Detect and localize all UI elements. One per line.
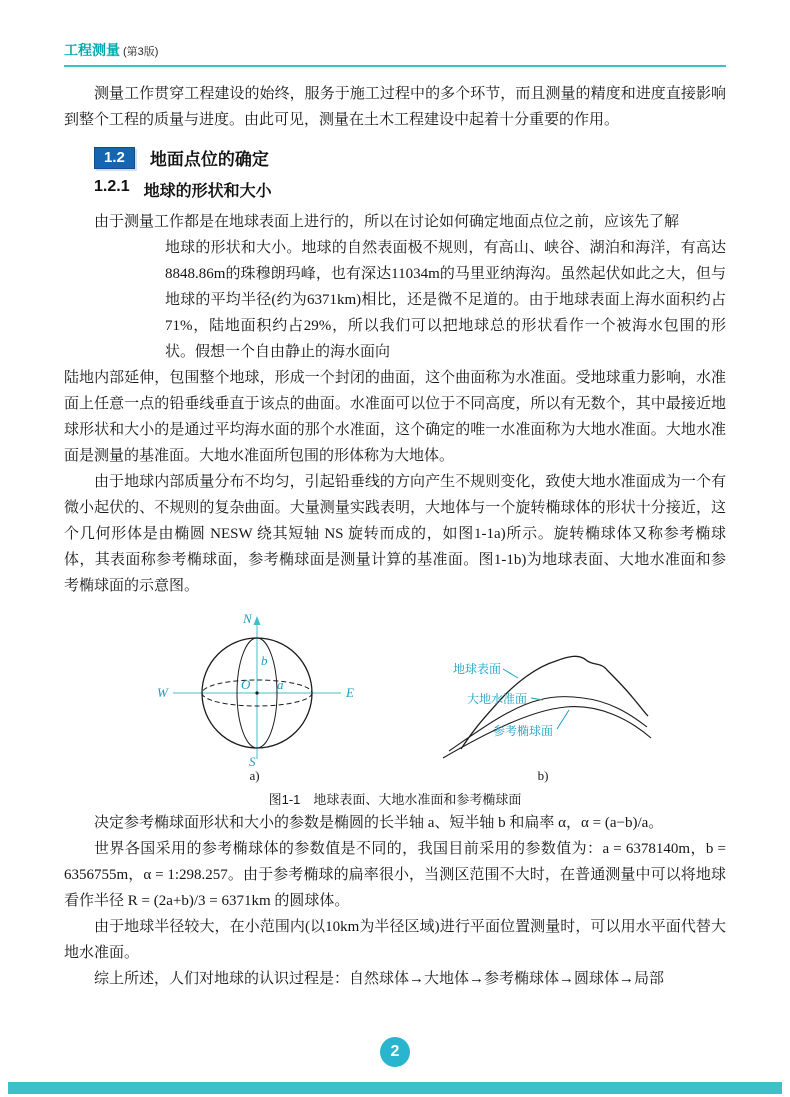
subsection-heading [94, 178, 726, 201]
earth-paragraph-rest: 陆地内部延伸，包围整个地球，形成一个封闭的曲面，这个曲面称为水准面。受地球重力影响，水准面上任意一点的铅垂线垂直于该点的曲面。水准面可以位于不同高度，所以有无数个，其中最接近地球形状和大小的是通过平均海水面的那个水准面，这个确定的唯一水准面称为大地水准面。大地水准面是测量的基准面。大地水准面所包围的形体称为大地体。 [64, 370, 726, 464]
book-edition: (第3版) [123, 46, 159, 58]
book-title: 工程测量 [64, 42, 120, 58]
surface-geoid-ellipsoid-diagram [431, 641, 656, 767]
figure-diagram-a [135, 609, 375, 784]
leader-earth-surface [503, 669, 518, 678]
radius-paragraph: 由于地球半径较大，在小范围内(以10km为半径区域)进行平面位置测量时，可以用水平面代替大地水准面。 [64, 919, 726, 961]
label-semi-major-a: a [276, 677, 283, 692]
params-paragraph: 决定参考椭球面形状和大小的参数是椭圆的长半轴 a、短半轴 b 和扁率 α，α = (a−b)/a。 [94, 815, 664, 831]
label-center-o: O [240, 677, 250, 692]
section-number-badge: 1.2 [94, 147, 135, 169]
ellipsoid-paragraph: 由于地球内部质量分布不均匀，引起铅垂线的方向产生不规则变化，致使大地水准面成为一个有微小起伏的、不规则的复杂曲面。大量测量实践表明，大地体与一个旋转椭球体的形状十分接近，这个几何形体是由椭圆 NESW 绕其短轴 NS 旋转而成的，如图1-1a)所示。旋转椭球体又称参考椭球体，其表面称参考椭球面，参考椭球面是测量计算的基准面。图1-1b)为地球表面、大地水准面和参考椭球面的示意图。 [64, 474, 726, 594]
rotating-ellipsoid-diagram [135, 609, 375, 767]
label-west: W [156, 685, 168, 700]
figure-caption: 图1-1 地球表面、大地水准面和参考椭球面 [268, 792, 522, 807]
earth-paragraph-first-line: 由于测量工作都是在地球表面上进行的，所以在讨论如何确定地面点位之前，应该先了解 [94, 214, 680, 230]
section-title: 地面点位的确定 [149, 150, 269, 169]
subsection-number: 1.2.1 [94, 178, 130, 195]
earth-paragraph-indented-block: 地球的形状和大小。地球的自然表面极不规则，有高山、峡谷、湖泊和海洋，有高达8848.86m的珠穆朗玛峰，也有深达11034m的马里亚纳海沟。虽然起伏如此之大，但与地球的平均半径(约为6371km)相比，还是微不足道的。由于地球表面上海水面积约占71%，陆地面积约占29%，所以我们可以把地球总的形状看作一个被海水包围的形状。假想一个自由静止的海水面向 [165, 240, 726, 360]
values-paragraph: 世界各国采用的参考椭球体的参数值是不同的，我国目前采用的参数值为：a = 6378140m，b = 6356755m，α = 1:298.257。由于参考椭球的扁率很小，当测区范围不大时，在普通测量中可以将地球看作半径 R = (2a+b)/3 = 6371km 的圆球体。 [64, 841, 726, 909]
label-semi-minor-b: b [260, 653, 267, 668]
summary-paragraph: 综上所述，人们对地球的认识过程是：自然球体→大地体→参考椭球体→圆球体→局部 [94, 971, 665, 987]
figure-1-1 [64, 609, 726, 808]
figure-sublabel-a: a) [249, 768, 260, 783]
label-earth-surface: 地球表面 [452, 662, 501, 676]
label-south: S [248, 754, 255, 767]
page-number-badge: 2 [380, 1037, 410, 1067]
label-reference-ellipsoid: 参考椭球面 [492, 724, 553, 738]
footer-accent-bar [8, 1082, 782, 1094]
center-point [255, 691, 258, 694]
header-divider [64, 65, 726, 67]
leader-reference-ellipsoid [557, 710, 569, 729]
figure-diagram-b [431, 641, 656, 784]
axis-north-arrow-icon [253, 616, 260, 625]
intro-paragraph: 测量工作贯穿工程建设的始终，服务于施工过程中的多个环节，而且测量的精度和进度直接影响到整个工程的质量与进度。由此可见，测量在土木工程建设中起着十分重要的作用。 [64, 86, 726, 128]
label-east: E [345, 685, 354, 700]
subsection-title: 地球的形状和大小 [143, 183, 272, 200]
label-geoid: 大地水准面 [466, 692, 527, 706]
page-header [64, 40, 726, 65]
figure-sublabel-b: b) [537, 768, 549, 783]
section-heading [94, 145, 726, 170]
label-north: N [242, 611, 252, 626]
figure-diagrams-row [64, 609, 726, 784]
